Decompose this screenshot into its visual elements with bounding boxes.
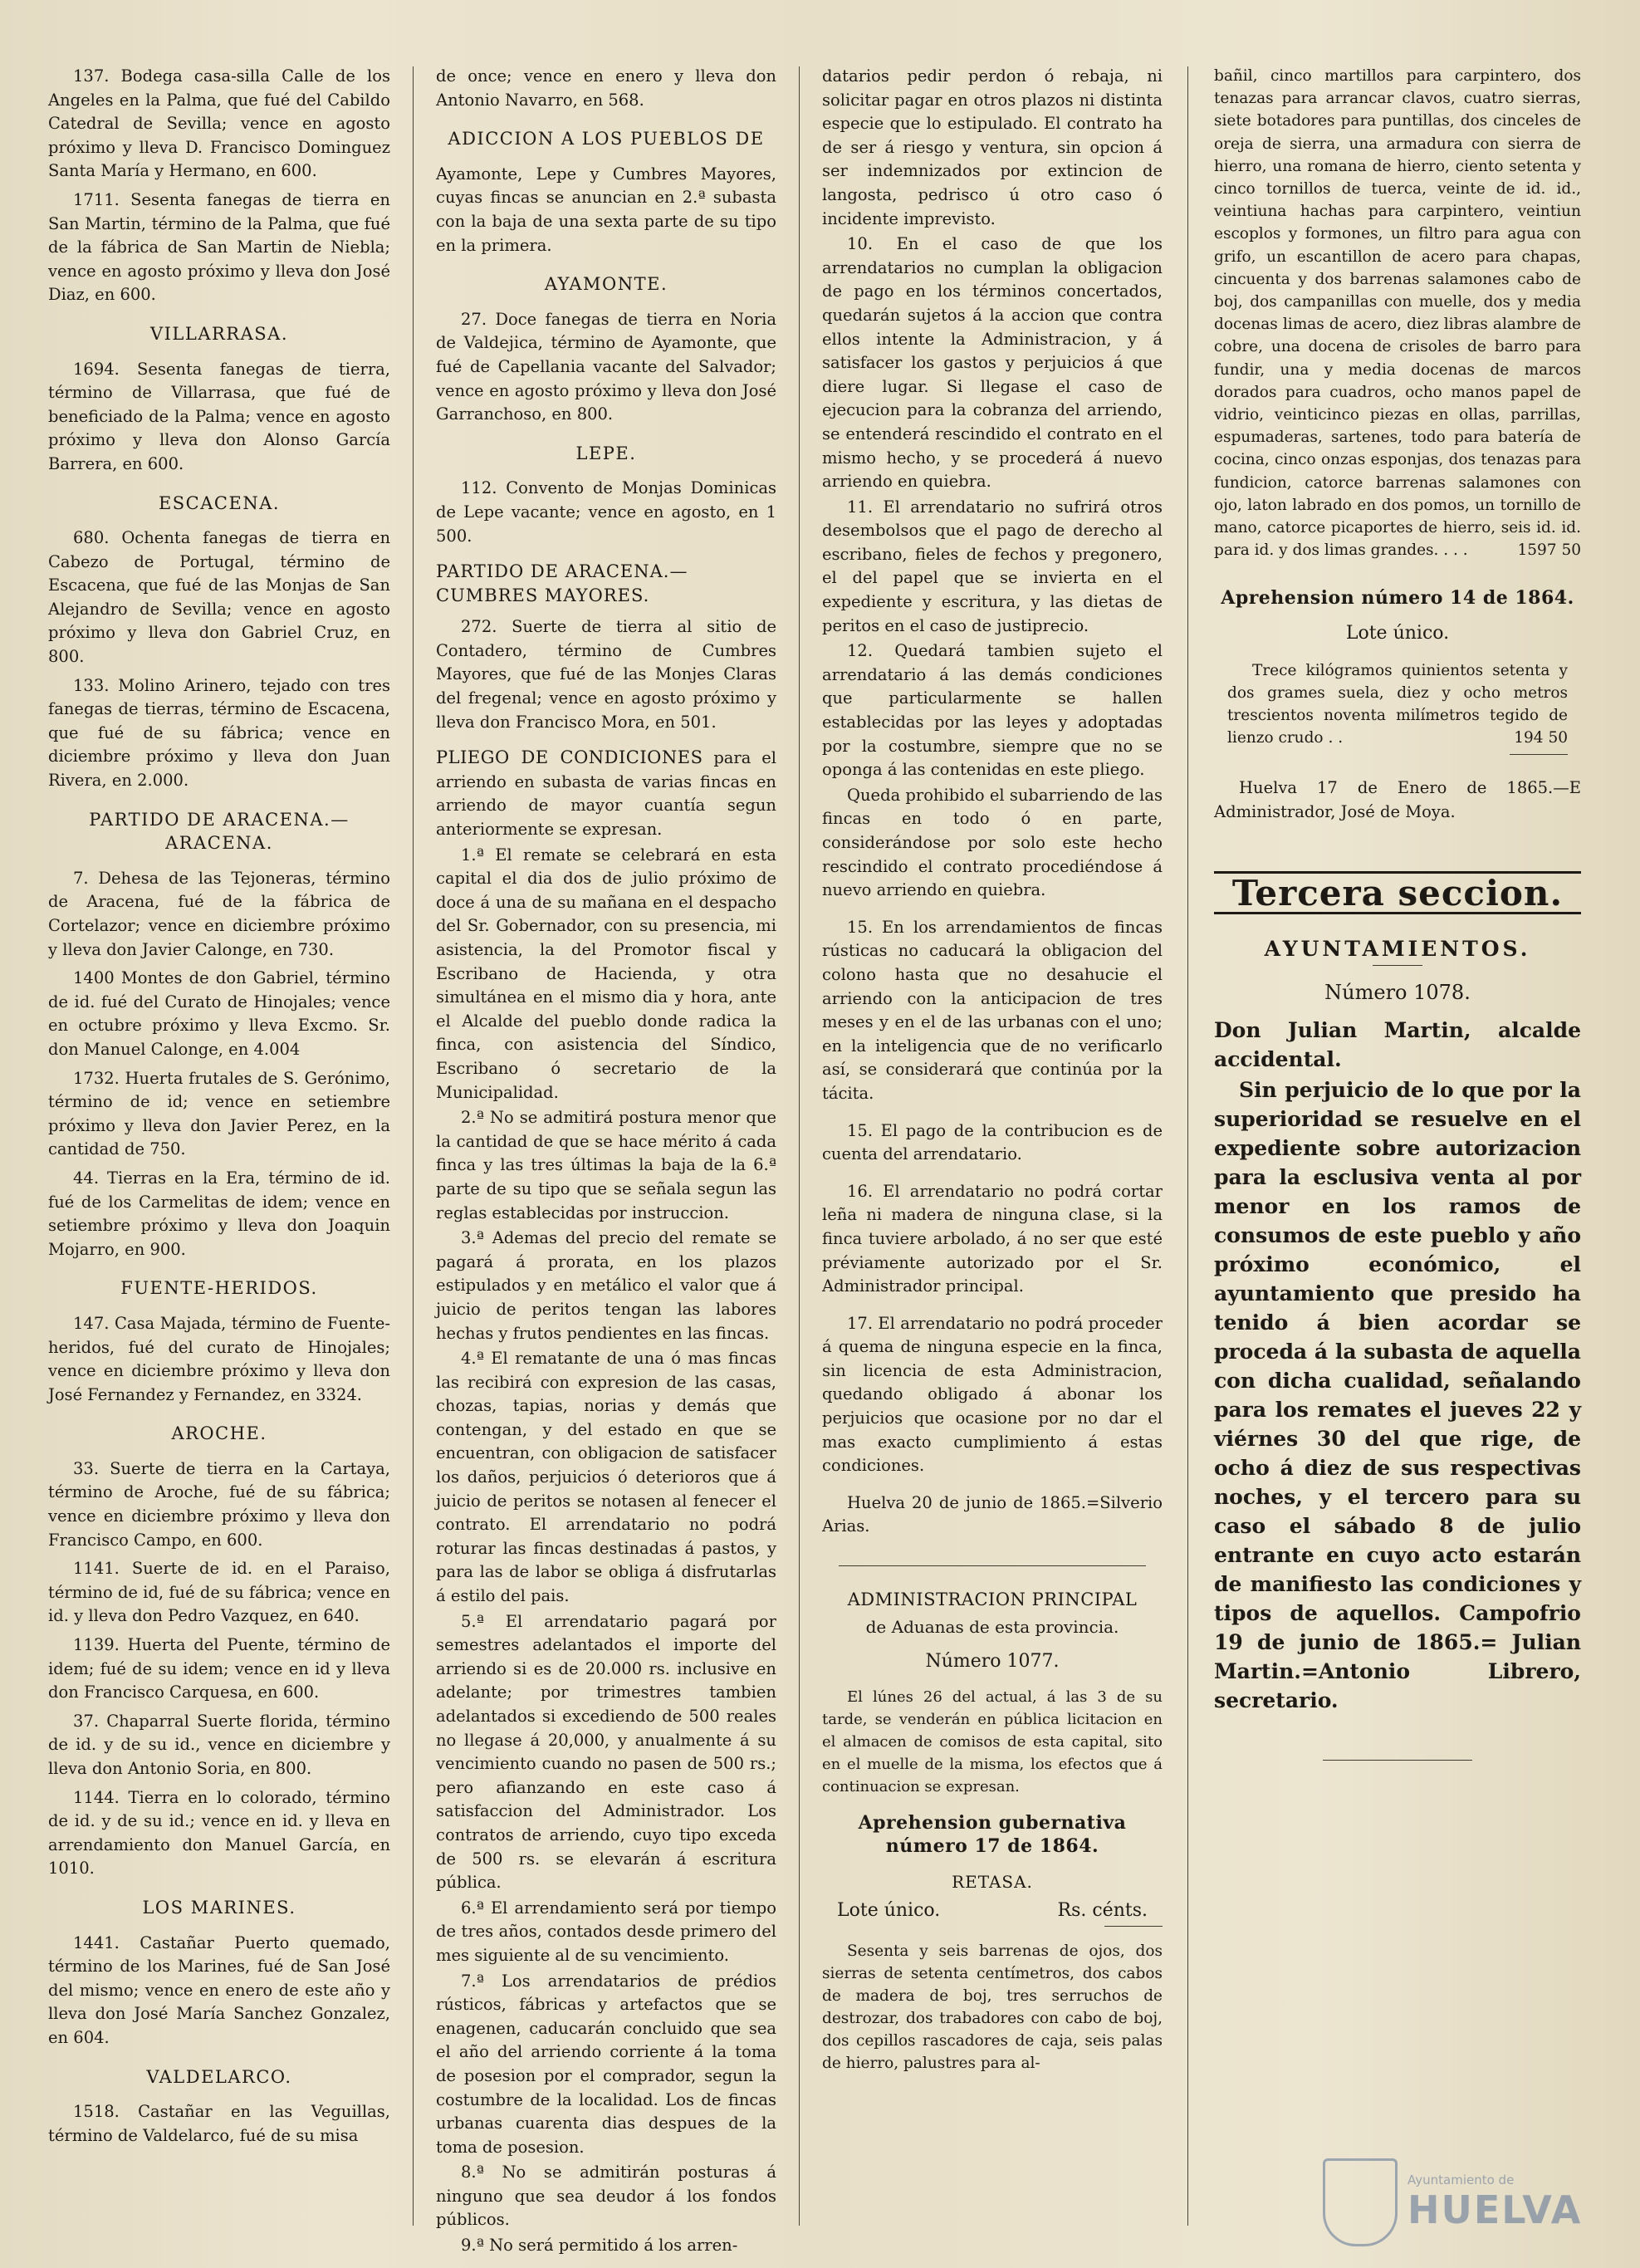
coat-of-arms-icon	[1323, 2158, 1398, 2246]
section-heading: ADICCION A LOS PUEBLOS DE	[448, 129, 765, 149]
column-divider	[1187, 66, 1188, 2226]
column-4	[1214, 65, 1581, 2241]
property-entry: 137. Bodega casa-silla Calle de los Angeles en la Palma, que fué del Cabildo Catedral de Sevilla; vence en agosto próximo y lleva D. Francisco Dominguez Santa María y Hermano, en 600.	[48, 66, 390, 181]
condition-item: 17. El arrendatario no podrá proceder á quema de ninguna especie en la finca, sin licencia de esta Administracion, quedando obligado á abonar los perjuicios que ocasione por no dar el mas exacto cumplimiento á estas condiciones.	[822, 1313, 1163, 1476]
lot-description	[1214, 65, 1581, 561]
notice-heading: Don Julian Martin, alcalde accidental.	[1214, 1018, 1581, 1072]
condition-item: 1.ª El remate se celebrará en esta capital el dia dos de julio próximo de doce á una de su mañana en el despacho del Sr. Gobernador, con su presencia, mi asistencia, la del Promotor fiscal y Escribano de Hacienda, y otra simultánea en el mismo dia y hora, ante el Alcalde del pueblo donde radica la finca, con asistencia del Síndico, Escribano ó secretario de la Municipalidad.	[436, 845, 776, 1102]
property-entry: 1732. Huerta frutales de S. Gerónimo, término de id; vence en setiembre próximo y lleva don Javier Perez, en la cantidad de 750.	[48, 1068, 390, 1159]
column-2	[436, 65, 777, 2256]
continuation-text: datarios pedir perdon ó rebaja, ni solicitar pagar en otros plazos ni distinta especie que lo estipulado. El contrato ha de ser á riesgo y ventura, sin opcion á ser indemnizados por extincion de langosta, pedrisco ú otro caso ó incidente imprevisto.	[822, 66, 1163, 228]
notice-number: Número 1077.	[925, 1651, 1060, 1673]
section-heading: AYUNTAMIENTOS.	[1264, 937, 1531, 962]
section-heading: AROCHE.	[171, 1423, 267, 1444]
condition-item: Queda prohibido el subarriendo de las fincas en todo ó en parte, considerándose por solo este hecho rescindido el contrato procediéndose á nuevo arriendo en quiebra.	[822, 785, 1163, 900]
section-heading: PARTIDO DE ARACENA.—CUMBRES MAYORES.	[436, 561, 688, 605]
property-entry: 1141. Suerte de id. en el Paraiso, término de id, fué de su fábrica; vence en id. y lleva don Pedro Vazquez, en 640.	[48, 1559, 390, 1626]
currency-header: Rs. cénts.	[1057, 1899, 1148, 1921]
section-heading: FUENTE-HERIDOS.	[120, 1278, 318, 1299]
property-entry: 33. Suerte de tierra en la Cartaya, término de Aroche, fué de su fábrica; vence en diciembre próximo y lleva don Francisco Campo, en 600.	[48, 1458, 390, 1550]
lote-label: Lote único.	[837, 1899, 941, 1921]
property-entry: 1518. Castañar en las Veguillas, término de Valdelarco, fué de su misa	[48, 2102, 390, 2145]
condition-item: 7.ª Los arrendatarios de prédios rústicos, fábricas y artefactos que se enagenen, caducarán concluido que sea el año del arriendo corriente á la toma de posesion por el comprador, segun la costumbre de la localidad. Los de fincas urbanas cuarenta dias despues de la toma de posesion.	[436, 1971, 776, 2157]
condition-item: 11. El arrendatario no sufrirá otros desembolsos que el pago de derecho al escribano, fieles de fechos y pregonero, el del papel que se invierta en el expediente y escritura, y las dietas de peritos en el caso de justiprecio.	[822, 497, 1163, 635]
condition-item: 16. El arrendatario no podrá cortar leña ni madera de ninguna clase, si la finca tuviere arbolado, á no ser que esté préviamente autorizado por el Sr. Administrador principal.	[822, 1181, 1163, 1296]
lot-text: Trece kilógramos quinientos setenta y dos grames suela, diez y ocho metros trescientos noventa milímetros tegido de lienzo crudo . .	[1227, 661, 1568, 747]
condition-item: 12. Quedará tambien sujeto el arrendatario á las demás condiciones que particularmente se hallen establecidas por las leyes y adoptadas por la costumbre, siempre que no se oponga á las contenidas en este pliego.	[822, 641, 1163, 780]
lot-description: Sesenta y seis barrenas de ojos, dos sierras de setenta centímetros, dos cabos de madera de boj, tres serruchos de destrozar, dos trabadores con cabo de boj, dos cepillos rascadores de caja, seis palas de hierro, palustres para al-	[822, 1942, 1163, 2073]
section-heading: LOS MARINES.	[142, 1897, 296, 1918]
lote-label: Lote único.	[1345, 623, 1450, 644]
notice-text: El lúnes 26 del actual, á las 3 de su tarde, se venderán en pública licitacion en el almacen de comisos de esta capital, sito en el muelle de la misma, los efectos que á continuacion se expresan.	[822, 1688, 1163, 1795]
aprehension-heading: Aprehension gubernativa número 17 de 1864.	[858, 1811, 1127, 1858]
section-heading: VALDELARCO.	[146, 2066, 292, 2087]
condition-item: 6.ª El arrendamiento será por tiempo de tres años, contados desde primero del mes siguiente al de su vencimiento.	[436, 1898, 776, 1965]
condition-item: 5.ª El arrendatario pagará por semestres adelantados el importe del arriendo si es de 20.000 rs. inclusive en adelante; por trimestres tambien adelantados si excediendo de 500 reales no llegase á 20,000, y anualmente á su vencimiento cuando no pasen de 500 rs.; pero afianzando en este caso á satisfaccion del Administrador. Los contratos de arriendo, cuyo tipo exceda de 500 rs. se elevarán á escritura pública.	[436, 1611, 776, 1893]
property-entry: 44. Tierras en la Era, término de id. fué de los Carmelitas de idem; vence en setiembre próximo y lleva don Joaquin Mojarro, en 900.	[48, 1168, 390, 1259]
condition-item: 15. En los arrendamientos de fincas rústicas no caducará la obligacion del colono hasta que no desahucie el arriendo con la anticipacion de tres meses y en el de las urbanas con el uno; en la inteligencia que de no verificarlo así, se considerará que continúa por la tácita.	[822, 917, 1163, 1103]
section-heading: VILLARRASA.	[149, 323, 289, 344]
section-subheading: de Aduanas de esta provincia.	[865, 1616, 1119, 1637]
property-entry: 1694. Sesenta fanegas de tierra, término de Villarrasa, que fué de beneficiado de la Palma; vence en agosto próximo y lleva don Alonso García Barrera, en 600.	[48, 359, 390, 473]
condition-item: 4.ª El rematante de una ó mas fincas las recibirá con expresion de las casas, chozas, tapias, norias y demás que contengan, y del estado en que se encuentran, con obligacion de satisfacer los daños, perjuicios ó deterioros que á juicio de peritos se notasen al fenecer el contrato. El arrendatario no podrá roturar las fincas destinadas á pastos, y para las de labor se obliga á disfrutarlas á estilo del pais.	[436, 1349, 776, 1606]
property-entry: 272. Suerte de tierra al sitio de Contadero, término de Cumbres Mayores, que fué de las Monjes Claras del fregenal; vence en agosto próximo y lleva don Francisco Mora, en 501.	[436, 617, 776, 732]
property-entry: 1400 Montes de don Gabriel, término de id. fué del Curato de Hinojales; vence en octubre próximo y lleva Excmo. Sr. don Manuel Calonge, en 4.004	[48, 968, 390, 1059]
signature: Huelva 17 de Enero de 1865.—E Administrador, José de Moya.	[1214, 778, 1581, 822]
column-3	[822, 65, 1163, 2241]
notice-text: Sin perjuicio de lo que por la superioridad se resuelve en el expediente sobre autorizacion para la esclusiva venta al por menor en los ramos de consumos de este pueblo y año próximo económico, el ayuntamiento que presido ha tenido á bien acordar se proceda á la subasta de aquella con dicha cualidad, señalando para los remates el jueves 22 y viérnes 30 del que rige, de ocho á diez de sus respectivas noches, y el tercero para su caso el sábado 8 de julio entrante en cuyo acto estarán de manifiesto las condiciones y tipos de aquellos. Campofrio 19 de junio de 1865.= Julian Martin.=Antonio Librero, secretario.	[1214, 1078, 1581, 1713]
column-divider	[799, 66, 800, 2226]
condition-item: 10. En el caso de que los arrendatarios no cumplan la obligacion de pago en los términos concertados, quedarán sujetos á la accion que contra ellos intente la Administracion, y á satisfacer los gastos y perjuicios á que diere lugar. Si llegase el caso de ejecucion para la cobranza del arriendo, se entenderá rescindido el contrato en el mismo hecho, y se procederá á nuevo arriendo en quiebra.	[822, 234, 1163, 492]
property-entry: 147. Casa Majada, término de Fuente-heridos, fué del curato de Hinojales; vence en diciembre próximo y lleva don José Fernandez y Fernandez, en 3324.	[48, 1313, 390, 1404]
property-entry: 1441. Castañar Puerto quemado, término de los Marines, fué de San José del mismo; vence en enero de este año y lleva don José María Sanchez Gonzalez, en 604.	[48, 1932, 390, 2047]
notice-number: Número 1078.	[1324, 980, 1471, 1004]
section-heading: ESCACENA.	[158, 492, 281, 513]
retasa-label: RETASA.	[952, 1872, 1033, 1892]
aprehension-heading: Aprehension número 14 de 1864.	[1221, 587, 1574, 610]
lot-text: bañil, cinco martillos para carpintero, dos tenazas para arrancar clavos, cuatro sierras, siete botadores para puntillas, dos cinceles de oreja de sierra, una armadura con sierra de hierro, una romana de hierro, ciento setenta y cinco tornillos de tuerca, veinte de id. id., veintiuna hachas para carpintero, veintiun escoplos y formones, un filtro para agua con grifo, un escantillon de acero para chapas, cincuenta y dos barrenas salamones cabo de boj, dos campanillas con muelle, dos y media docenas limas de acero, diez libras alambre de cobre, una docena de crisoles de barro para fundir, una y media docenas de marcos dorados para cuadros, ocho manos papel de vidrio, veinticinco piezas en ollas, parrillas, espumaderas, sartenes, todo para batería de cocina, cinco onzas esponjas, dos tenazas para fundicion, catorce barrenas salamones con ojo, laton labrado en dos pomos, un tornillo de mano, catorce picaportes de hierro, seis id. id. para id. y dos limas grandes. . . .	[1214, 67, 1581, 560]
condition-item: 8.ª No se admitirán posturas á ninguno que sea deudor á los fondos públicos.	[436, 2163, 776, 2230]
section-heading: ADMINISTRACION PRINCIPAL	[847, 1590, 1138, 1610]
signature: Huelva 20 de junio de 1865.=Silverio Arias.	[822, 1492, 1163, 1536]
section-heading: PARTIDO DE ARACENA.—ARACENA.	[89, 809, 350, 854]
continuation-text: de once; vence en enero y lleva don Antonio Navarro, en 568.	[436, 66, 776, 110]
property-entry: 680. Ochenta fanegas de tierra en Cabezo de Portugal, término de Escacena, que fué de las Monjas de San Alejandro de Sevilla; vence en agosto próximo y lleva don Gabriel Cruz, en 800.	[48, 528, 390, 667]
divider	[1373, 965, 1422, 966]
condition-item: 15. El pago de la contribucion es de cuenta del arrendatario.	[822, 1120, 1163, 1164]
lot-description	[1214, 659, 1581, 750]
property-entry: 27. Doce fanegas de tierra en Noria de Valdejica, término de Ayamonte, que fué de Capellania vacante del Salvador; vence en agosto próximo y lleva don José Garranchoso, en 800.	[436, 309, 776, 424]
watermark-big-text: HUELVA	[1407, 2187, 1583, 2232]
archive-watermark	[1323, 2157, 1597, 2248]
property-entry: 1144. Tierra en lo colorado, término de id. y de su id.; vence en id. y lleva en arrendamiento don Manuel García, en 1010.	[48, 1787, 390, 1879]
property-entry: 1711. Sesenta fanegas de tierra en San Martin, término de la Palma, que fué de la fábrica de San Martin de Niebla; vence en agosto próximo y lleva don José Diaz, en 600.	[48, 189, 390, 305]
watermark-small-text: Ayuntamiento de	[1407, 2172, 1515, 2187]
lot-amount: 1597 50	[1517, 541, 1581, 560]
divider	[1510, 754, 1568, 755]
property-entry: 7. Dehesa de las Tejoneras, término de Aracena, fué de la fábrica de Cortelazor; vence en diciembre próximo y lleva don Javier Calonge, en 730.	[48, 868, 390, 959]
condition-item: 9.ª No será permitido á los arren-	[461, 2236, 738, 2256]
column-1	[48, 65, 390, 2241]
section-banner: Tercera seccion.	[1214, 871, 1581, 915]
section-intro: Ayamonte, Lepe y Cumbres Mayores, cuyas fincas se anuncian en 2.ª subasta con la baja de una sexta parte de su tipo en la primera.	[436, 164, 776, 255]
condition-item: 2.ª No se admitirá postura menor que la cantidad de que se hace mérito á cada finca y las tres últimas la baja de la 6.ª parte de su tipo que se señala segun las reglas establecidas por instruccion.	[436, 1108, 776, 1222]
column-divider	[413, 66, 414, 2226]
property-entry: 37. Chaparral Suerte florida, término de id. y de su id., vence en diciembre y lleva don Antonio Soria, en 800.	[48, 1711, 390, 1778]
lot-amount: 194 50	[1514, 729, 1568, 747]
pliego-heading: PLIEGO DE CONDICIONES	[436, 747, 703, 768]
divider	[839, 1565, 1146, 1566]
property-entry: 133. Molino Arinero, tejado con tres fanegas de tierras, término de Escacena, que fué de su fábrica; vence en diciembre próximo y lleva don Juan Rivera, en 2.000.	[48, 675, 390, 791]
divider	[1104, 1926, 1163, 1927]
section-heading: LEPE.	[575, 443, 637, 463]
pliego-intro: para el arriendo en subasta de varias fincas en arriendo de mayor cuantía segun anteriormente se expresan.	[436, 748, 777, 840]
condition-item: 3.ª Ademas del precio del remate se pagará á prorata, en los plazos estipulados y en metálico el valor que á juicio de peritos tengan las labores hechas y frutos pendientes en las fincas.	[436, 1228, 776, 1343]
divider	[1323, 1760, 1472, 1761]
property-entry: 1139. Huerta del Puente, término de idem; fué de su idem; vence en id y lleva don Francisco Carquesa, en 600.	[48, 1635, 390, 1702]
property-entry: 112. Convento de Monjas Dominicas de Lepe vacante; vence en agosto, en 1 500.	[436, 478, 776, 546]
section-heading: AYAMONTE.	[544, 274, 668, 295]
